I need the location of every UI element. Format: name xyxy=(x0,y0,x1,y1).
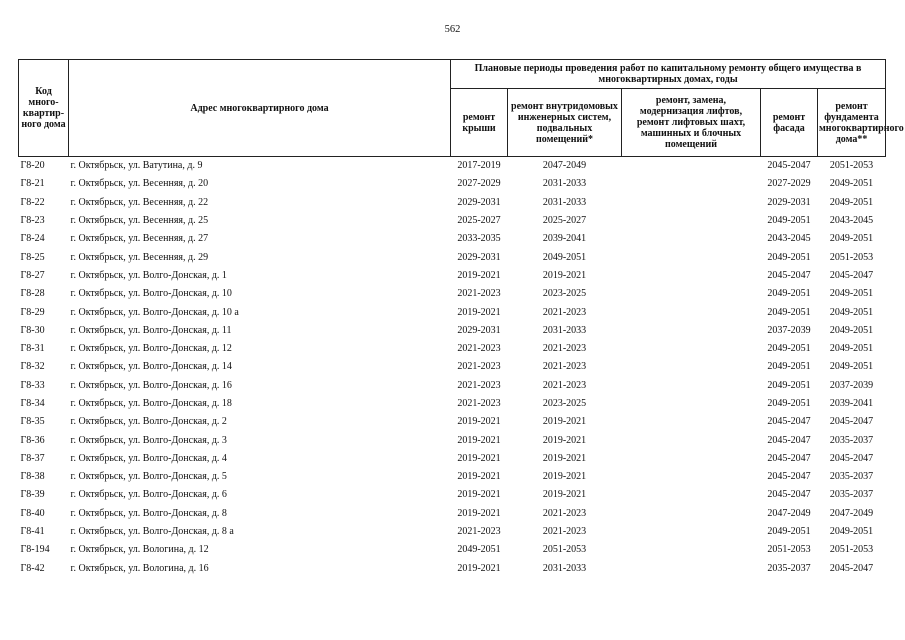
cell-elevators xyxy=(622,560,761,578)
cell-foundation: 2049-2051 xyxy=(829,196,874,208)
cell-foundation: 2049-2051 xyxy=(829,324,874,336)
table-row xyxy=(19,303,886,321)
cell-roof: 2019-2021 xyxy=(457,306,501,318)
cell-code: Г8-34 xyxy=(20,398,45,409)
cell-foundation: 2049-2051 xyxy=(829,343,874,355)
table-row xyxy=(19,322,886,340)
cell-systems: 2031-2033 xyxy=(542,324,587,336)
table-row xyxy=(19,340,886,358)
cell-systems: 2039-2041 xyxy=(542,233,587,245)
cell-roof: 2025-2027 xyxy=(457,215,501,227)
cell-foundation: 2045-2047 xyxy=(829,452,874,464)
table-row xyxy=(19,486,886,504)
cell-address: г. Октябрьск, ул. Весенняя, д. 22 xyxy=(70,196,209,208)
cell-roof: 2029-2031 xyxy=(457,196,501,208)
header-foundation: ремонт фундамента многоквартирного дома** xyxy=(818,89,886,157)
cell-facade: 2045-2047 xyxy=(767,489,811,501)
cell-address: г. Октябрьск, ул. Весенняя, д. 20 xyxy=(70,178,209,190)
cell-elevators xyxy=(622,431,761,449)
cell-code: Г8-23 xyxy=(20,215,45,227)
cell-address: г. Октябрьск, ул. Волго-Донская, д. 12 xyxy=(70,343,232,355)
cell-facade: 2051-2053 xyxy=(767,544,811,556)
cell-systems: 2021-2023 xyxy=(542,306,587,318)
cell-foundation: 2043-2045 xyxy=(829,215,874,227)
cell-code: Г8-30 xyxy=(20,324,45,336)
cell-foundation: 2051-2053 xyxy=(829,251,874,263)
cell-foundation: 2049-2051 xyxy=(829,178,874,190)
cell-address: г. Октябрьск, ул. Вологина, д. 16 xyxy=(70,562,209,574)
table-row xyxy=(19,468,886,486)
cell-systems: 2023-2025 xyxy=(542,398,587,409)
cell-facade: 2049-2051 xyxy=(767,306,811,318)
cell-facade: 2049-2051 xyxy=(767,379,811,391)
cell-elevators xyxy=(622,175,761,193)
cell-elevators xyxy=(622,358,761,376)
cell-systems: 2019-2021 xyxy=(542,416,587,428)
cell-elevators xyxy=(622,541,761,559)
cell-address: г. Октябрьск, ул. Весенняя, д. 29 xyxy=(70,251,209,263)
cell-foundation: 2051-2053 xyxy=(829,544,874,556)
cell-address: г. Октябрьск, ул. Вологина, д. 12 xyxy=(70,544,209,556)
cell-facade: 2045-2047 xyxy=(767,269,811,281)
cell-code: Г8-35 xyxy=(20,416,45,428)
cell-facade: 2049-2051 xyxy=(767,215,811,227)
cell-systems: 2047-2049 xyxy=(542,160,587,172)
cell-roof: 2019-2021 xyxy=(457,416,501,428)
cell-address: г. Октябрьск, ул. Волго-Донская, д. 18 xyxy=(70,398,232,409)
cell-systems: 2021-2023 xyxy=(542,507,587,519)
cell-roof: 2021-2023 xyxy=(457,526,501,538)
cell-code: Г8-36 xyxy=(20,434,45,446)
cell-elevators xyxy=(622,230,761,248)
cell-code: Г8-32 xyxy=(20,361,45,373)
cell-systems: 2031-2033 xyxy=(542,178,587,190)
table-row xyxy=(19,194,886,212)
cell-foundation: 2049-2051 xyxy=(829,233,874,245)
cell-foundation: 2049-2051 xyxy=(829,306,874,318)
cell-roof: 2027-2029 xyxy=(457,178,501,190)
cell-facade: 2045-2047 xyxy=(767,160,811,172)
cell-systems: 2019-2021 xyxy=(542,269,587,281)
cell-roof: 2033-2035 xyxy=(457,233,501,245)
cell-roof: 2019-2021 xyxy=(457,269,501,281)
cell-facade: 2035-2037 xyxy=(767,562,811,574)
table-row xyxy=(19,523,886,541)
cell-roof: 2021-2023 xyxy=(457,379,501,391)
cell-elevators xyxy=(622,395,761,413)
cell-foundation: 2045-2047 xyxy=(829,562,874,574)
cell-code: Г8-28 xyxy=(20,288,45,300)
cell-address: г. Октябрьск, ул. Ватутина, д. 9 xyxy=(70,160,203,172)
cell-foundation: 2035-2037 xyxy=(829,471,874,483)
header-code: Код много-квартир-ного дома xyxy=(19,60,69,157)
table-row xyxy=(19,358,886,376)
table-body xyxy=(19,157,886,578)
cell-systems: 2021-2023 xyxy=(542,361,587,373)
cell-roof: 2019-2021 xyxy=(457,489,501,501)
cell-elevators xyxy=(622,450,761,468)
cell-facade: 2045-2047 xyxy=(767,452,811,464)
cell-address: г. Октябрьск, ул. Волго-Донская, д. 8 xyxy=(70,507,227,519)
cell-elevators xyxy=(622,212,761,230)
cell-roof: 2021-2023 xyxy=(457,288,501,300)
cell-code: Г8-39 xyxy=(20,489,45,501)
cell-code: Г8-22 xyxy=(20,196,45,208)
cell-roof: 2019-2021 xyxy=(457,562,501,574)
table-row xyxy=(19,431,886,449)
cell-foundation: 2037-2039 xyxy=(829,379,874,391)
cell-systems: 2031-2033 xyxy=(542,196,587,208)
table-row xyxy=(19,248,886,266)
cell-roof: 2019-2021 xyxy=(457,434,501,446)
cell-facade: 2049-2051 xyxy=(767,361,811,373)
header-facade: ремонт фасада xyxy=(761,89,818,157)
cell-foundation: 2049-2051 xyxy=(829,288,874,300)
cell-roof: 2019-2021 xyxy=(457,507,501,519)
cell-systems: 2049-2051 xyxy=(542,251,587,263)
cell-code: Г8-27 xyxy=(20,269,45,281)
cell-elevators xyxy=(622,468,761,486)
cell-foundation: 2049-2051 xyxy=(829,526,874,538)
cell-address: г. Октябрьск, ул. Волго-Донская, д. 11 xyxy=(70,324,232,336)
cell-systems: 2021-2023 xyxy=(542,526,587,538)
cell-facade: 2049-2051 xyxy=(767,398,811,409)
cell-address: г. Октябрьск, ул. Весенняя, д. 27 xyxy=(70,233,209,245)
header-elevators: ремонт, замена, модернизация лифтов, ремонт лифтовых шахт, машинных и блочных помещений xyxy=(622,89,761,157)
cell-systems: 2023-2025 xyxy=(542,288,587,300)
cell-code: Г8-194 xyxy=(20,544,50,556)
cell-roof: 2017-2019 xyxy=(457,160,501,172)
cell-address: г. Октябрьск, ул. Волго-Донская, д. 6 xyxy=(70,489,227,501)
cell-address: г. Октябрьск, ул. Волго-Донская, д. 16 xyxy=(70,379,232,391)
cell-roof: 2021-2023 xyxy=(457,343,501,355)
table-row xyxy=(19,157,886,176)
cell-foundation: 2047-2049 xyxy=(829,507,874,519)
cell-facade: 2049-2051 xyxy=(767,251,811,263)
cell-code: Г8-33 xyxy=(20,379,45,391)
cell-elevators xyxy=(622,340,761,358)
table-row xyxy=(19,450,886,468)
cell-foundation: 2045-2047 xyxy=(829,416,874,428)
page-number: 562 xyxy=(444,24,461,35)
cell-roof: 2029-2031 xyxy=(457,324,501,336)
cell-address: г. Октябрьск, ул. Волго-Донская, д. 4 xyxy=(70,452,227,464)
cell-roof: 2021-2023 xyxy=(457,361,501,373)
cell-elevators xyxy=(622,486,761,504)
cell-facade: 2049-2051 xyxy=(767,526,811,538)
cell-roof: 2019-2021 xyxy=(457,452,501,464)
cell-foundation: 2051-2053 xyxy=(829,160,874,172)
cell-systems: 2019-2021 xyxy=(542,452,587,464)
table-row xyxy=(19,285,886,303)
cell-code: Г8-42 xyxy=(20,562,45,574)
cell-address: г. Октябрьск, ул. Волго-Донская, д. 14 xyxy=(70,361,232,373)
cell-address: г. Октябрьск, ул. Волго-Донская, д. 10 xyxy=(70,288,232,300)
cell-elevators xyxy=(622,267,761,285)
cell-elevators xyxy=(622,523,761,541)
cell-systems: 2019-2021 xyxy=(542,471,587,483)
table-row xyxy=(19,505,886,523)
cell-code: Г8-40 xyxy=(20,507,45,519)
table-row xyxy=(19,377,886,395)
cell-facade: 2027-2029 xyxy=(767,178,811,190)
cell-elevators xyxy=(622,377,761,395)
cell-systems: 2025-2027 xyxy=(542,215,587,227)
cell-facade: 2047-2049 xyxy=(767,507,811,519)
cell-systems: 2021-2023 xyxy=(542,379,587,391)
table-row xyxy=(19,413,886,431)
cell-elevators xyxy=(622,303,761,321)
cell-facade: 2043-2045 xyxy=(767,233,811,245)
cell-code: Г8-20 xyxy=(20,160,45,172)
cell-code: Г8-37 xyxy=(20,452,45,464)
cell-address: г. Октябрьск, ул. Волго-Донская, д. 2 xyxy=(70,416,227,428)
cell-code: Г8-24 xyxy=(20,233,45,245)
cell-elevators xyxy=(622,194,761,212)
header-systems: ремонт внутридомовых инженерных систем, подвальных помещений* xyxy=(508,89,622,157)
cell-elevators xyxy=(622,285,761,303)
cell-systems: 2021-2023 xyxy=(542,343,587,355)
cell-elevators xyxy=(622,157,761,176)
cell-elevators xyxy=(622,413,761,431)
cell-address: г. Октябрьск, ул. Волго-Донская, д. 8 а xyxy=(70,526,234,538)
cell-roof: 2021-2023 xyxy=(457,398,501,409)
cell-facade: 2045-2047 xyxy=(767,434,811,446)
table-row xyxy=(19,267,886,285)
cell-facade: 2045-2047 xyxy=(767,416,811,428)
cell-code: Г8-38 xyxy=(20,471,45,483)
cell-roof: 2049-2051 xyxy=(457,544,501,556)
table-row xyxy=(19,175,886,193)
table-row xyxy=(19,212,886,230)
cell-code: Г8-21 xyxy=(20,178,45,190)
cell-roof: 2019-2021 xyxy=(457,471,501,483)
cell-systems: 2051-2053 xyxy=(542,544,587,556)
table-row xyxy=(19,560,886,578)
cell-elevators xyxy=(622,505,761,523)
cell-facade: 2045-2047 xyxy=(767,471,811,483)
cell-foundation: 2049-2051 xyxy=(829,361,874,373)
cell-address: г. Октябрьск, ул. Волго-Донская, д. 1 xyxy=(70,269,227,281)
cell-code: Г8-41 xyxy=(20,526,45,538)
cell-code: Г8-31 xyxy=(20,343,45,355)
cell-facade: 2029-2031 xyxy=(767,196,811,208)
table-row xyxy=(19,230,886,248)
cell-facade: 2037-2039 xyxy=(767,324,811,336)
cell-facade: 2049-2051 xyxy=(767,343,811,355)
header-planned-periods: Плановые периоды проведения работ по капитальному ремонту общего имущества в многоквартирных домах, годы xyxy=(451,60,886,89)
header-address: Адрес многоквартирного дома xyxy=(69,60,451,157)
cell-foundation: 2039-2041 xyxy=(829,398,874,409)
cell-facade: 2049-2051 xyxy=(767,288,811,300)
cell-systems: 2031-2033 xyxy=(542,562,587,574)
cell-systems: 2019-2021 xyxy=(542,434,587,446)
header-roof: ремонт крыши xyxy=(451,89,508,157)
cell-code: Г8-29 xyxy=(20,306,45,318)
table-row xyxy=(19,395,886,413)
cell-systems: 2019-2021 xyxy=(542,489,587,501)
cell-address: г. Октябрьск, ул. Волго-Донская, д. 5 xyxy=(70,471,227,483)
cell-address: г. Октябрьск, ул. Волго-Донская, д. 10 а xyxy=(70,306,239,318)
cell-elevators xyxy=(622,322,761,340)
cell-foundation: 2045-2047 xyxy=(829,269,874,281)
cell-code: Г8-25 xyxy=(20,251,45,263)
cell-address: г. Октябрьск, ул. Волго-Донская, д. 3 xyxy=(70,434,227,446)
cell-foundation: 2035-2037 xyxy=(829,434,874,446)
repair-schedule-table xyxy=(18,59,904,578)
cell-address: г. Октябрьск, ул. Весенняя, д. 25 xyxy=(70,215,209,227)
cell-foundation: 2035-2037 xyxy=(829,489,874,501)
cell-roof: 2029-2031 xyxy=(457,251,501,263)
cell-elevators xyxy=(622,248,761,266)
table-row xyxy=(19,541,886,559)
